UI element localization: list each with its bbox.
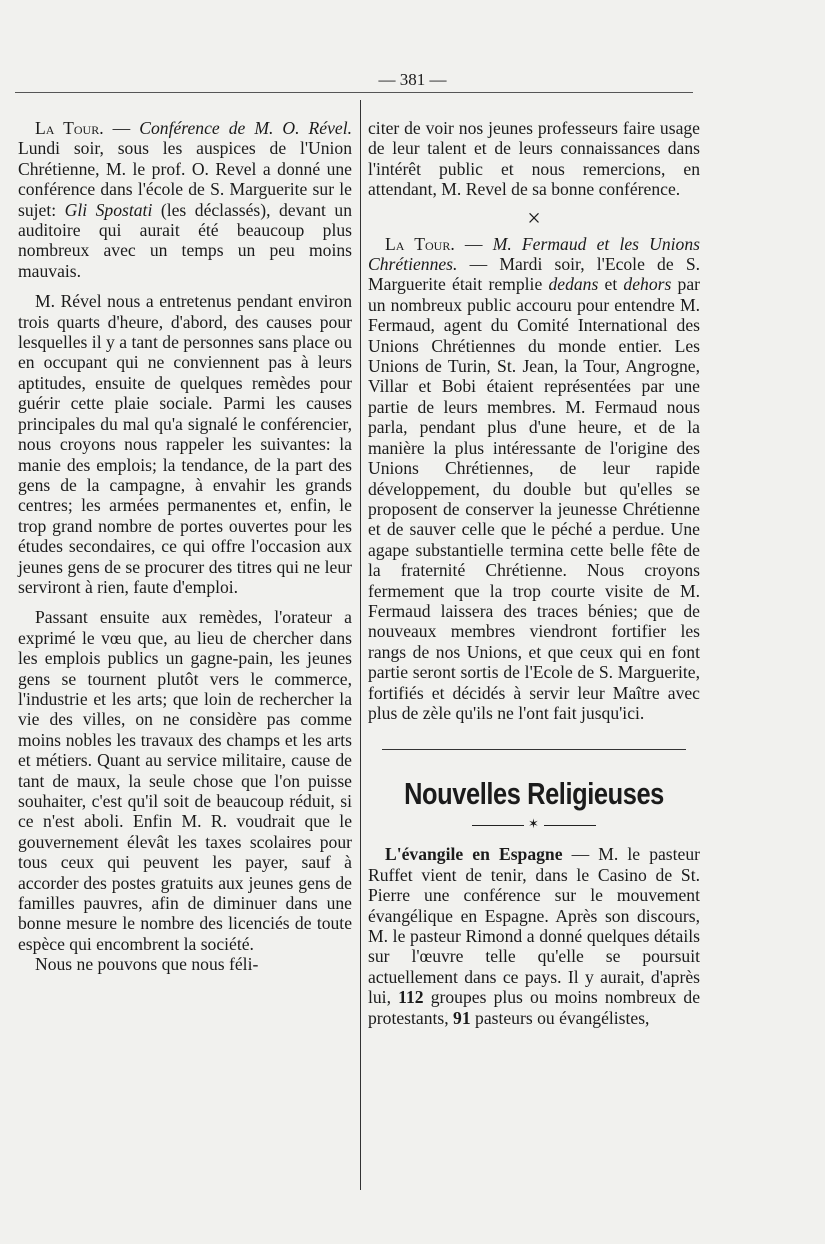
article-text: (les déclassés), devant un auditoire qui aurait été beaucoup plus nombreux avec un temps un peu moins mauvais.: [18, 199, 352, 281]
article-title: M. Fermaud et les Unions Chrétiennes.: [368, 233, 700, 275]
article-text: pasteurs ou évangélistes,: [475, 1007, 650, 1028]
header-rule: [15, 92, 693, 93]
section-title: Nouvelles Religieuses: [404, 776, 664, 812]
article-text: par un nombreux public accouru pour entendre M. Fermaud, agent du Comité International des Unions Chrétiennes du monde entier. Les Unions de Turin, St. Jean, la Tour, Angrogne, Villar et Bobi étaient représentées par une partie de leurs membres. M. Fermaud nous parla, pendant plus d'une heure, et de la manière la plus intéressante de l'origine des Unions Chrétiennes, de leur rapide développement, du double but qu'elles se proposent de conserver la jeunesse Chrétienne et de sauver celle que le péché a perdue. Une agape substantielle termina cette belle fête de la fraternité Chrétienne. Nous croyons fermement que la trop courte visite de M. Fermaud laissera des traces bénies; que de nouveaux membres viendront fortifier les rangs de nos Unions, et que ceux qui en font partie seront sortis de l'Ecole de S. Marguerite, fortifiés et décidés à servir leur Maître avec plus de zèle qu'ils ne l'ont fait jusqu'ici.: [368, 274, 700, 723]
article-paragraph: M. Rével nous a entretenus pendant environ trois quarts d'heure, d'abord, des causes pour lesquelles il y a tant de personnes sans place ou en occupant qui ne conviennent pas à leurs aptitudes, ensuite de quelques remèdes pour guérir cette plaie sociale. Parmi les causes principales du mal qu'a signalé le conférencier, nous croyons nous rappeler les suivantes: la manie des emplois; la tendance, de la part des gens de la campagne, à envahir les grands centres; les armées permanentes et, enfin, le trop grand nombre de portes ouvertes pour les études secondaires, ce qui offre l'occasion aux jeunes gens de se procurer des titres qui ne leur serviront à rien, faute d'emploi.: [18, 291, 352, 597]
ornament-icon: ✶: [528, 816, 540, 832]
article-paragraph: Nous ne pouvons que nous féli-: [35, 954, 259, 975]
column-divider: [360, 100, 361, 1190]
article-revel-intro: La Tour. — Conférence de M. O. Rével. Lundi soir, sous les auspices de l'Union Chrétienne, M. le prof. O. Revel a donné une conférence dans l'école de S. Marguerite sur le sujet: Gli Spostati (les déclassés), devant un auditoire qui aurait été beaucoup plus nombreux avec un temps un peu moins mauvais.: [18, 118, 353, 281]
article-espagne: [368, 844, 700, 1028]
article-place: La Tour.: [385, 233, 455, 254]
page-number: — 381 —: [378, 70, 447, 89]
article-text: groupes plus ou moins nombreux de protestants,: [368, 987, 701, 1028]
article-fermaud: La Tour. — M. Fermaud et les Unions Chrétiennes. — Mardi soir, l'Ecole de S. Marguerite était remplie dedans et dehors par un nombreux public accouru pour entendre M. Fermaud, agent du Comité International des Unions Chrétiennes du monde entier. Les Unions de Turin, St. Jean, la Tour, Angrogne, Villar et Bobi étaient représentées par une partie de leurs membres. M. Fermaud nous parla, pendant plus d'une heure, et de la manière la plus intéressante de l'origine des Unions Chrétiennes, de leur rapide développement, du double but qu'elles se proposent de conserver la jeunesse Chrétienne et de sauver celle que le péché a perdue. Une agape substantielle termina cette belle fête de la fraternité Chrétienne. Nous croyons fermement que la trop courte visite de M. Fermaud laissera des traces bénies; que de nouveaux membres viendront fortifier les rangs de nos Unions, et que ceux qui en font partie seront sortis de l'Ecole de S. Marguerite, fortifiés et décidés à servir leur Maître avec plus de zèle qu'ils ne l'ont fait jusqu'ici.: [368, 233, 701, 723]
article-emphasis: dehors: [623, 274, 672, 295]
article-paragraph: Passant ensuite aux remèdes, l'orateur a exprimé le vœu que, au lieu de chercher dans les emplois publics un gagne-pain, les jeunes gens se tournent plutôt vers le commerce, l'industrie et les arts; que loin de rechercher la vie des villes, on ne considère pas comme moins nobles les travaux des champs et les arts et métiers. Quant au service militaire, cause de tant de maux, la seule chose que l'on puisse souhaiter, c'est qu'il soit de beaucoup réduit, si ce n'est aboli. Enfin M. R. voudrait que le gouvernement élevât les taxes scolaires pour tous ceux qui peuvent les payer, sauf à accorder des postes gratuits aux jeunes gens de familles pauvres, afin de diminuer dans une bonne mesure le nombre des licenciés de toute espèce qui encombrent la société.: [18, 607, 352, 954]
ornament-divider: [368, 816, 700, 832]
article-topic: Gli Spostati: [64, 199, 153, 220]
article-text: Mardi soir, l'Ecole de S. Marguerite était remplie: [368, 254, 701, 295]
article-title: Conférence de M. O. Rével.: [139, 118, 353, 138]
right-column: [368, 118, 700, 1028]
article-title: L'évangile en Espagne: [385, 844, 563, 865]
article-place: La Tour.: [35, 118, 104, 138]
article-emphasis: dedans: [548, 274, 599, 295]
ornament-line: [544, 825, 596, 826]
section-rule: [382, 749, 686, 750]
article-text: Lundi soir, sous les auspices de l'Union Chrétienne, M. le prof. O. Revel a donné une conférence dans l'école de S. Marguerite sur le sujet:: [18, 138, 352, 220]
article-paragraph: citer de voir nos jeunes professeurs faire usage de leur talent et de leurs connaissances dans l'intérêt public et nous remercions, en attendant, M. Revel de sa bonne conférence.: [368, 118, 700, 200]
article-number: 112: [398, 987, 424, 1008]
left-column: [18, 118, 352, 975]
article-text: — M. le pasteur Ruffet vient de tenir, dans le Casino de St. Pierre une conférence sur le mouvement évangélique en Espagne. Après son discours, M. le pasteur Rimond a donné quelques détails sur l'œuvre telle qu'elle se poursuit actuellement dans ce pays. Il y aurait, d'après lui,: [368, 844, 700, 1008]
separator-cross: ×: [527, 205, 541, 232]
article-text: et: [604, 274, 618, 295]
article-number: 91: [453, 1007, 471, 1028]
ornament-line: [472, 825, 524, 826]
